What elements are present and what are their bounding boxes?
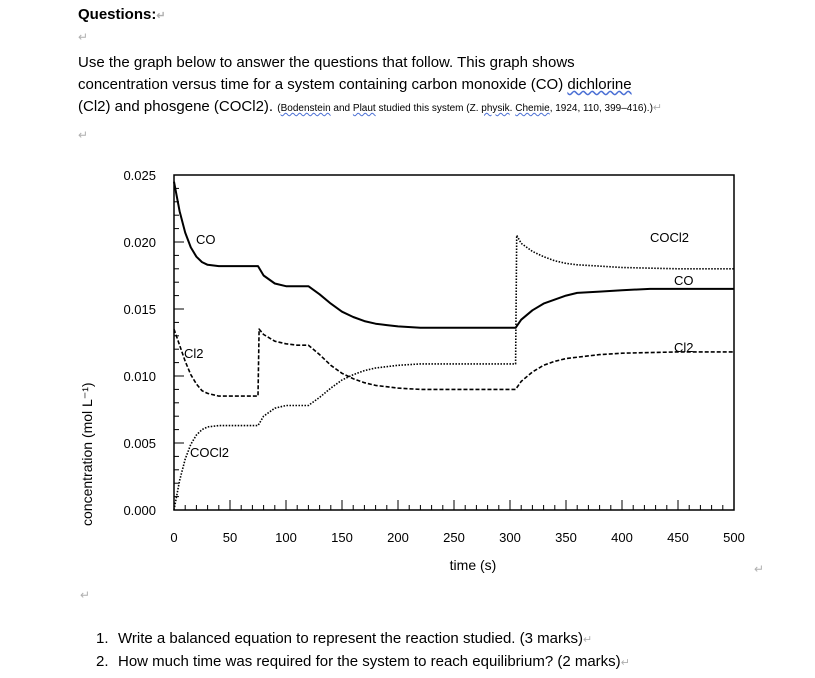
tick-labels [123,168,744,545]
series-line-co [174,182,734,328]
question-number: 2. [96,653,109,670]
y-tick-label: 0.020 [123,235,156,250]
series-label-cocl2: COCl2 [190,445,230,460]
series-label-cocl2-right: COCl2 [650,230,690,245]
intro-line-3 [78,96,778,120]
question-item [96,628,630,651]
paragraph-mark-icon: ↵ [620,657,630,669]
plot-frame [174,175,734,510]
x-tick-label: 250 [443,530,465,545]
citation-part: and [330,103,353,114]
series-line-cl2 [174,329,734,396]
y-tick-label: 0.025 [123,168,156,183]
citation-part: studied this system (Z. [375,103,482,114]
series-line-cocl2 [174,235,734,510]
series-label-cl2-right: Cl2 [674,340,694,355]
citation-part: Bodenstein [280,103,331,114]
series-label-co: CO [196,232,216,247]
intro-line-1: Use the graph below to answer the questions that follow. This graph shows [78,54,575,71]
x-tick-label: 0 [170,530,178,545]
paragraph-mark-icon: ↵ [80,588,91,602]
series-label-co-right: CO [674,273,694,288]
citation-part: Plaut [352,103,376,114]
y-tick-label: 0.005 [123,436,156,451]
concentration-time-chart [60,158,760,578]
x-tick-label: 500 [723,530,745,545]
x-tick-label: 400 [611,530,633,545]
paragraph-mark-icon: ↵ [78,128,89,142]
question-text: How much time was required for the system to reach equilibrium? (2 marks) [118,653,621,670]
x-tick-label: 450 [667,530,689,545]
intro-line-2 [78,74,778,96]
paragraph-mark-icon: ↵ [754,562,765,576]
x-tick-label: 150 [331,530,353,545]
y-tick-label: 0.010 [123,369,156,384]
x-tick-label: 50 [222,530,238,545]
paragraph-mark-icon: ↵ [582,634,593,646]
x-tick-label: 300 [499,530,521,545]
x-tick-label: 200 [387,530,409,545]
paragraph-mark-icon: ↵ [156,10,166,22]
series-label-cl2: Cl2 [184,346,204,361]
intro-paragraph [78,52,778,120]
questions-heading [78,6,166,23]
question-number: 1. [96,630,109,647]
intro-line-3-text: (Cl2) and phosgene (COCl2). [78,98,274,115]
paragraph-mark-icon: ↵ [78,30,89,44]
heading-text: Questions: [78,6,157,23]
question-list [96,628,630,674]
citation-part: , 1924, 110, 399–416).) [549,103,653,114]
y-tick-label: 0.015 [123,302,156,317]
citation [277,103,653,114]
axis-ticks [174,175,734,510]
intro-line-2-underlined: dichlorine [567,76,632,93]
x-tick-label: 350 [555,530,577,545]
citation-part: Chemie [515,103,550,114]
x-tick-label: 100 [275,530,297,545]
citation-part: physik [481,103,510,114]
y-axis-title: concentration (mol L⁻¹) [79,382,95,526]
y-tick-label: 0.000 [123,503,156,518]
question-text: Write a balanced equation to represent the reaction studied. (3 marks) [118,630,583,647]
x-axis-title: time (s) [449,557,497,573]
citation-part: ( [277,103,281,114]
citation-part: . [509,103,516,114]
paragraph-mark-icon: ↵ [652,102,663,114]
intro-line-2-text: concentration versus time for a system containing carbon monoxide (CO) [78,76,568,93]
question-item [96,651,630,674]
